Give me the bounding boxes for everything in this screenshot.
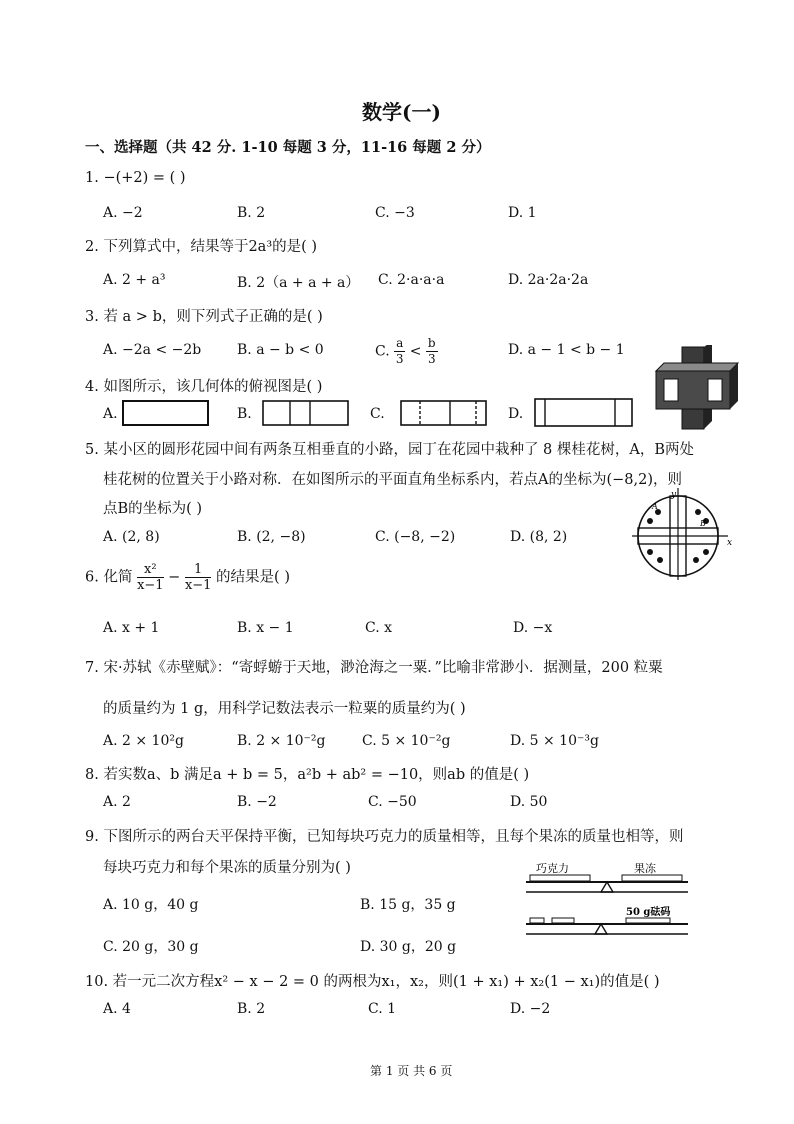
chocolate-label: 巧克力 <box>536 862 569 875</box>
y-axis-label: y <box>671 490 677 500</box>
q3-option-d: D. a − 1 < b − 1 <box>508 342 625 358</box>
question-3: 3. 若 a > b，则下列式子正确的是( ) <box>85 309 323 325</box>
q4-option-d: D. <box>508 406 524 422</box>
q4-option-a: A. <box>103 406 118 422</box>
q6-option-b: B. x − 1 <box>237 620 294 636</box>
q9-option-b: B. 15 g，35 g <box>360 897 456 913</box>
question-1: 1. −(+2) = ( ) <box>85 170 186 186</box>
weight-label: 50 g砝码 <box>626 907 671 918</box>
q3-option-c-label: C. <box>375 343 390 360</box>
q10-option-a: A. 4 <box>103 1001 131 1017</box>
q6-option-c: C. x <box>365 620 393 636</box>
question-2: 2. 下列算式中，结果等于2a³的是( ) <box>85 239 318 255</box>
q9-option-c: C. 20 g，30 g <box>103 939 199 955</box>
balance-scales-figure <box>522 860 692 944</box>
q8-option-c: C. −50 <box>368 794 417 810</box>
question-5-line-1: 5. 某小区的圆形花园中间有两条互相垂直的小路，园丁在花园中栽种了 8 棵桂花树，A，B两处 <box>85 442 695 458</box>
q1-option-a: A. −2 <box>103 205 143 221</box>
question-9-line-1: 9. 下图所示的两台天平保持平衡，已知每块巧克力的质量相等，且每个果冻的质量也相等，则 <box>85 829 684 845</box>
q7-option-b: B. 2 × 10⁻²g <box>237 733 326 749</box>
q9-option-a: A. 10 g，40 g <box>103 897 199 913</box>
q10-option-d: D. −2 <box>510 1001 551 1017</box>
q6-stem-suffix: 的结果是( ) <box>216 569 290 586</box>
jelly-label: 果冻 <box>634 862 656 875</box>
q6-fraction-2: $\frac{1}{x-1}$ <box>184 562 212 593</box>
q1-option-c: C. −3 <box>375 205 415 221</box>
q2-option-a: A. 2 + a³ <box>103 272 166 288</box>
q5-option-a: A. (2, 8) <box>103 529 160 545</box>
q10-option-b: B. 2 <box>237 1001 266 1017</box>
question-5-line-2: 桂花树的位置关于小路对称．在如图所示的平面直角坐标系内，若点A的坐标为(−8,2)，则 <box>103 472 682 488</box>
q2-option-b: B. 2（a + a + a） <box>237 275 360 291</box>
q3-option-b: B. a − b < 0 <box>237 342 324 358</box>
q2-option-d: D. 2a·2a·2a <box>508 272 589 288</box>
q5-option-b: B. (2, −8) <box>237 529 306 545</box>
question-7-line-1: 7. 宋·苏轼《赤壁赋》：“寄蜉蝣于天地，渺沧海之一粟．”比喻非常渺小．据测量，200 粒粟 <box>85 660 663 676</box>
section-heading: 一、选择题（共 42 分. 1-10 每题 3 分，11-16 每题 2 分） <box>85 139 491 156</box>
q1-option-d: D. 1 <box>508 205 537 221</box>
point-b-label: B <box>700 519 706 528</box>
question-10: 10. 若一元二次方程x² − x − 2 = 0 的两根为x₁，x₂，则(1 + x₁) + x₂(1 − x₁)的值是( ) <box>85 974 660 990</box>
q5-option-c: C. (−8, −2) <box>375 529 456 545</box>
garden-figure <box>628 488 736 580</box>
q3-c-operator: < <box>409 343 422 360</box>
q6-option-d: D. −x <box>513 620 553 636</box>
q9-option-d: D. 30 g，20 g <box>360 939 457 955</box>
q7-option-a: A. 2 × 10²g <box>103 733 184 749</box>
question-4: 4. 如图所示，该几何体的俯视图是( ) <box>85 379 323 395</box>
question-7-line-2: 的质量约为 1 g，用科学记数法表示一粒粟的质量约为( ) <box>103 701 466 717</box>
x-axis-label: x <box>727 538 733 548</box>
solid-figure-drawing <box>650 345 742 435</box>
q8-option-b: B. −2 <box>237 794 277 810</box>
q7-option-c: C. 5 × 10⁻²g <box>362 733 451 749</box>
q6-fraction-1: $\frac{\text{x²}}{x-1}$ <box>137 562 164 593</box>
q8-option-a: A. 2 <box>103 794 131 810</box>
q3-c-right-fraction: $\frac{b}{3}$ <box>427 336 436 366</box>
q6-stem-prefix: 6. 化简 <box>85 569 133 586</box>
q6-option-a: A. x + 1 <box>103 620 160 636</box>
q8-option-d: D. 50 <box>510 794 548 810</box>
question-8: 8. 若实数a、b 满足a + b = 5，a²b + ab² = −10，则ab 的值是( ) <box>85 767 530 783</box>
page-footer: 第 1 页 共 6 页 <box>370 1064 453 1078</box>
q4-option-b: B. <box>237 406 252 422</box>
q3-option-a: A. −2a < −2b <box>103 342 202 358</box>
page-title: 数学(一) <box>362 100 441 124</box>
q1-option-b: B. 2 <box>237 205 266 221</box>
q6-minus: − <box>168 569 181 586</box>
q7-option-d: D. 5 × 10⁻³g <box>510 733 599 749</box>
q2-option-c: C. 2·a·a·a <box>378 272 445 288</box>
q10-option-c: C. 1 <box>368 1001 397 1017</box>
q3-option-c <box>375 336 438 367</box>
q4-option-figures <box>120 398 640 430</box>
question-6 <box>85 562 290 593</box>
q5-option-d: D. (8, 2) <box>510 529 568 545</box>
point-a-label: A <box>652 502 658 511</box>
q4-option-c: C. <box>370 406 385 422</box>
question-5-line-3: 点B的坐标为( ) <box>103 501 203 517</box>
q3-c-left-fraction: $\frac{a}{3}$ <box>395 336 404 366</box>
question-9-line-2: 每块巧克力和每个果冻的质量分别为( ) <box>103 860 351 876</box>
